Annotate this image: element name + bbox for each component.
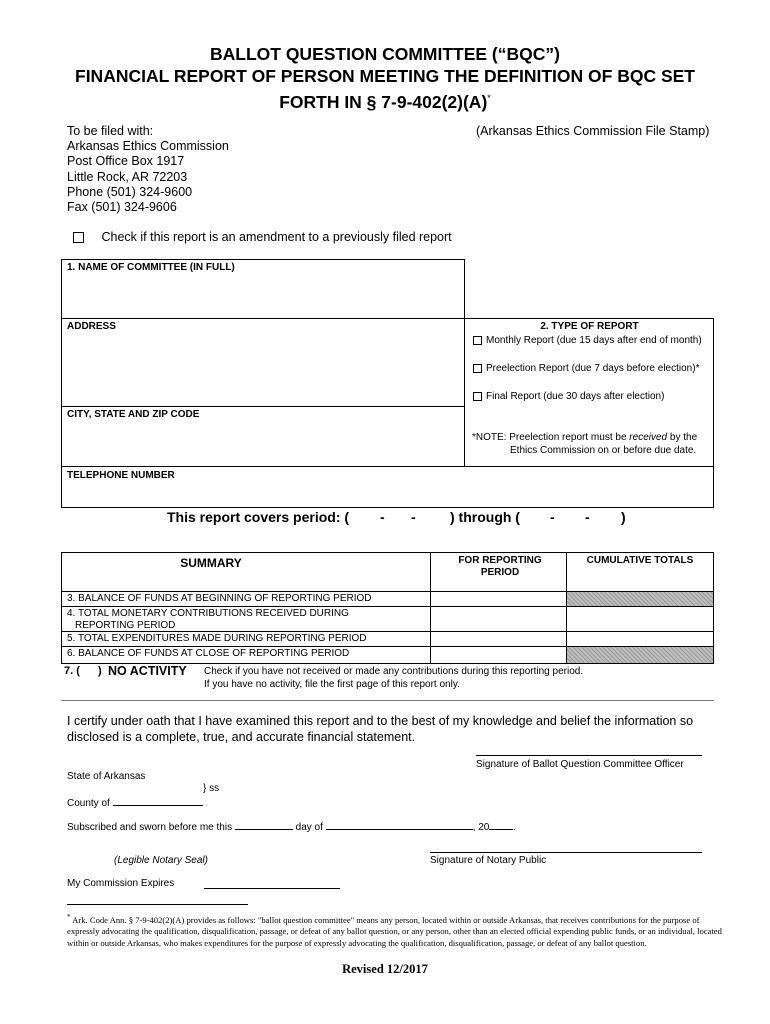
- preelection-label: Preelection Report (due 7 days before election)*: [486, 363, 700, 374]
- no-activity-paren: ): [98, 665, 102, 677]
- divider: [61, 606, 714, 607]
- filing-line: Arkansas Ethics Commission: [67, 139, 229, 154]
- final-label: Final Report (due 30 days after election): [486, 391, 665, 402]
- year-field[interactable]: [489, 819, 513, 830]
- notary-signature-line[interactable]: [430, 852, 702, 853]
- footnote: [67, 912, 727, 949]
- filing-line: Phone (501) 324-9600: [67, 184, 193, 199]
- reporting-value-cell[interactable]: [433, 593, 563, 605]
- certify-line: I certify under oath that I have examined this report and to the best of my knowledge and belief the information so: [67, 714, 694, 728]
- city-state-zip-label: CITY, STATE AND ZIP CODE: [67, 409, 200, 420]
- title-line-2: FINANCIAL REPORT OF PERSON MEETING THE DEFINITION OF BQC SET: [75, 66, 695, 86]
- divider: [61, 700, 714, 701]
- filing-address-block: [67, 124, 229, 215]
- note-prefix: *NOTE: Preelection report must be: [472, 432, 630, 443]
- amendment-label: Check if this report is an amendment to a previously filed report: [101, 230, 452, 244]
- period-label: This report covers period: (: [167, 509, 350, 525]
- divider: [464, 318, 465, 466]
- address-label: ADDRESS: [67, 321, 116, 332]
- summary-row-label-line1: 4. TOTAL MONETARY CONTRIBUTIONS RECEIVED DURING: [67, 608, 349, 619]
- commission-expires-label: My Commission Expires: [67, 878, 175, 889]
- address-field[interactable]: [62, 333, 462, 405]
- file-stamp-label: (Arkansas Ethics Commission File Stamp): [476, 124, 710, 138]
- month-field[interactable]: [326, 819, 473, 830]
- summary-heading: SUMMARY: [180, 556, 242, 570]
- ss-label: } ss: [203, 783, 220, 794]
- county-row: [67, 795, 203, 809]
- day-of-label: day of: [295, 822, 323, 833]
- summary-row-label: 6. BALANCE OF FUNDS AT CLOSE OF REPORTING PERIOD: [67, 648, 350, 659]
- summary-row-label: [67, 608, 349, 632]
- filing-line: To be filed with:: [67, 124, 154, 138]
- divider: [430, 552, 431, 664]
- subscribed-row: [67, 819, 516, 833]
- summary-row-label-line2: REPORTING PERIOD: [75, 620, 176, 631]
- preelection-checkbox[interactable]: [473, 364, 482, 373]
- officer-signature-line[interactable]: [476, 755, 702, 756]
- revision-date: Revised 12/2017: [342, 962, 428, 976]
- filing-line: Fax (501) 324-9606: [67, 200, 177, 215]
- divider: [61, 466, 714, 467]
- state-label: State of Arkansas: [67, 771, 146, 782]
- period-close: ): [621, 509, 626, 525]
- title-line-3-text: FORTH IN § 7-9-402(2)(A): [279, 91, 488, 112]
- certify-line: disclosed is a complete, true, and accurate financial statement.: [67, 730, 416, 744]
- report-type-final[interactable]: [473, 391, 664, 402]
- cumulative-value-cell[interactable]: [569, 608, 711, 630]
- title-line-3: [0, 88, 770, 113]
- reporting-value-cell[interactable]: [433, 608, 563, 630]
- monthly-label: Monthly Report (due 15 days after end of month): [486, 335, 702, 346]
- telephone-label: TELEPHONE NUMBER: [67, 470, 175, 481]
- title-footnote-marker: *: [487, 93, 491, 103]
- divider: [61, 406, 465, 407]
- footnote-rule: [67, 904, 248, 905]
- reporting-value-cell[interactable]: [433, 648, 563, 662]
- officer-signature-label: Signature of Ballot Question Committee Officer: [476, 759, 684, 770]
- report-type-preelection[interactable]: [473, 363, 699, 374]
- shaded-cell: [567, 592, 713, 606]
- no-activity-checkbox[interactable]: [81, 665, 97, 679]
- shaded-cell: [567, 647, 713, 663]
- subscribed-end: .: [513, 822, 517, 833]
- period-dash: -: [380, 509, 385, 525]
- filing-line: Little Rock, AR 72203: [67, 169, 188, 184]
- reporting-value-cell[interactable]: [433, 633, 563, 645]
- cumulative-value-cell[interactable]: [569, 633, 711, 645]
- notary-signature-label: Signature of Notary Public: [430, 855, 547, 866]
- amendment-checkbox[interactable]: [73, 232, 84, 243]
- note-suffix: by the: [667, 432, 698, 443]
- no-activity-text: Check if you have not received or made any contributions during this reporting period.: [204, 666, 584, 677]
- subscribed-label: Subscribed and sworn before me this: [67, 822, 233, 833]
- period-dash: -: [550, 509, 555, 525]
- amendment-row[interactable]: [73, 230, 452, 244]
- filing-line: Post Office Box 1917: [67, 154, 185, 169]
- footnote-marker: *: [67, 913, 71, 921]
- note-emphasis: received: [629, 432, 668, 443]
- commission-expires-field[interactable]: [204, 888, 340, 889]
- notary-seal-label: (Legible Notary Seal): [114, 855, 208, 866]
- no-activity-text: If you have no activity, file the first page of this report only.: [204, 679, 460, 690]
- no-activity-number: 7. (: [64, 665, 80, 677]
- title-line-1: BALLOT QUESTION COMMITTEE (“BQC”): [210, 44, 560, 64]
- col-cumulative-header: CUMULATIVE TOTALS: [586, 555, 694, 566]
- no-activity-label: NO ACTIVITY: [108, 664, 187, 678]
- report-type-monthly[interactable]: [473, 335, 702, 346]
- year-prefix: , 20: [472, 822, 490, 833]
- city-state-zip-field[interactable]: [62, 421, 462, 465]
- telephone-field[interactable]: [62, 482, 712, 506]
- footnote-text: Ark. Code Ann. § 7-9-402(2)(A) provides as follows: "ballot question committee" means any person, located within or outside Arkansas, that receives contributions for the purpose of expressly advocating the qualification, disqualification, passage, or defeat of any ballot question, or any person, other than an elected official expending public funds, or an individual, located within or outside Arkansas, who makes expenditures for the purpose of expressly advocating the qualification, disqualification, passage, or defeat of any ballot question.: [67, 914, 722, 948]
- period-dash: -: [585, 509, 590, 525]
- committee-name-label: 1. NAME OF COMMITTEE (IN FULL): [67, 262, 235, 273]
- final-checkbox[interactable]: [473, 392, 482, 401]
- summary-row-label: 3. BALANCE OF FUNDS AT BEGINNING OF REPORTING PERIOD: [67, 593, 372, 604]
- day-field[interactable]: [235, 819, 293, 830]
- period-through: ) through (: [450, 509, 520, 525]
- report-type-heading: 2. TYPE OF REPORT: [540, 321, 639, 332]
- col-reporting-header: FOR REPORTING PERIOD: [458, 555, 542, 578]
- summary-row-label: 5. TOTAL EXPENDITURES MADE DURING REPORTING PERIOD: [67, 633, 367, 644]
- preelection-note-line2: Ethics Commission on or before due date.: [510, 445, 697, 456]
- monthly-checkbox[interactable]: [473, 336, 482, 345]
- county-label: County of: [67, 798, 110, 809]
- county-field[interactable]: [113, 795, 203, 806]
- period-dash: -: [411, 509, 416, 525]
- preelection-note: [472, 432, 697, 443]
